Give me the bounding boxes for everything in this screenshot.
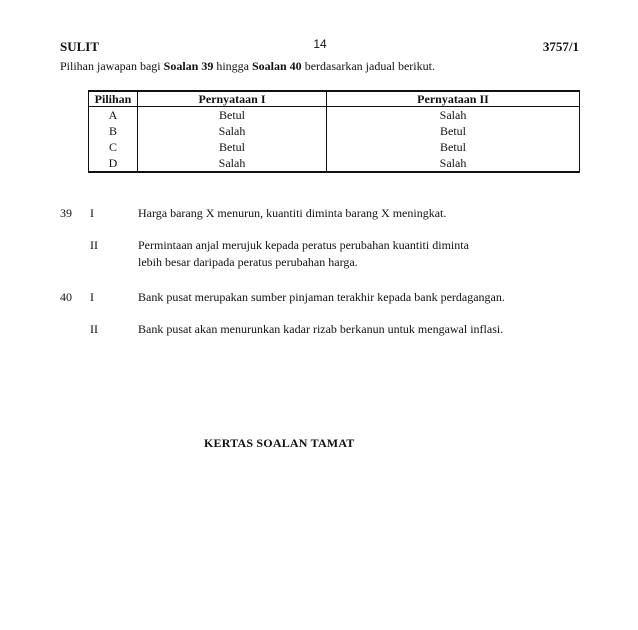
- question-39-number: 39: [60, 206, 72, 220]
- instruction-prefix: Pilihan jawapan bagi: [60, 59, 164, 73]
- header-sulit: SULIT: [60, 39, 100, 54]
- q40-statement-2-label: II: [90, 322, 98, 336]
- option-letter: C: [89, 139, 138, 155]
- instruction-middle: hingga: [213, 59, 252, 73]
- instruction-bold-q40: Soalan 40: [252, 59, 302, 73]
- option-letter: D: [89, 155, 138, 172]
- q40-statement-2-text: Bank pusat akan menurunkan kadar rizab berkanun untuk mengawal inflasi.: [138, 322, 504, 336]
- statement-1-value: Betul: [219, 108, 245, 122]
- statement-2-value: Betul: [327, 139, 580, 155]
- q40-statement-1-text: Bank pusat merupakan sumber pinjaman terakhir kepada bank perdagangan.: [138, 290, 505, 304]
- option-letter: B: [89, 123, 138, 139]
- option-letter: A: [89, 107, 138, 124]
- instruction-text: [60, 59, 435, 74]
- instruction-bold-q39: Soalan 39: [163, 59, 214, 73]
- statement-2-value: Salah: [327, 107, 580, 124]
- page-number: 14: [313, 37, 327, 51]
- instruction-suffix: berdasarkan jadual berikut.: [301, 59, 435, 73]
- table-row: [89, 139, 580, 155]
- q39-statement-2-line-1: Permintaan anjal merujuk kepada peratus perubahan kuantiti diminta: [138, 238, 469, 252]
- table-header-row: [89, 91, 580, 107]
- statement-1-value: Salah: [138, 155, 327, 172]
- header-pernyataan-2: Pernyataan II: [327, 91, 580, 107]
- paper-code: 3757/1: [542, 39, 579, 54]
- table-row: [89, 123, 580, 139]
- statement-1-value: Betul: [219, 140, 245, 154]
- table-row: [89, 155, 580, 172]
- q39-statement-1-text: Harga barang X menurun, kuantiti diminta barang X meningkat.: [138, 206, 447, 220]
- end-of-paper-text: KERTAS SOALAN TAMAT: [204, 436, 355, 450]
- q39-statement-2-label: II: [90, 238, 98, 252]
- header-pernyataan-1: Pernyataan I: [138, 91, 327, 107]
- table-row: [89, 107, 580, 124]
- q39-statement-2-line-2: lebih besar daripada peratus perubahan harga.: [138, 255, 358, 269]
- statement-2-value: Salah: [327, 155, 580, 172]
- q40-statement-1-label: I: [90, 290, 94, 304]
- q39-statement-1-label: I: [90, 206, 94, 220]
- answer-options-table: [88, 90, 580, 173]
- statement-1-value: Salah: [218, 124, 246, 138]
- header-pilihan: Pilihan: [89, 91, 138, 107]
- statement-2-value: Betul: [327, 123, 580, 139]
- question-40-number: 40: [60, 290, 72, 304]
